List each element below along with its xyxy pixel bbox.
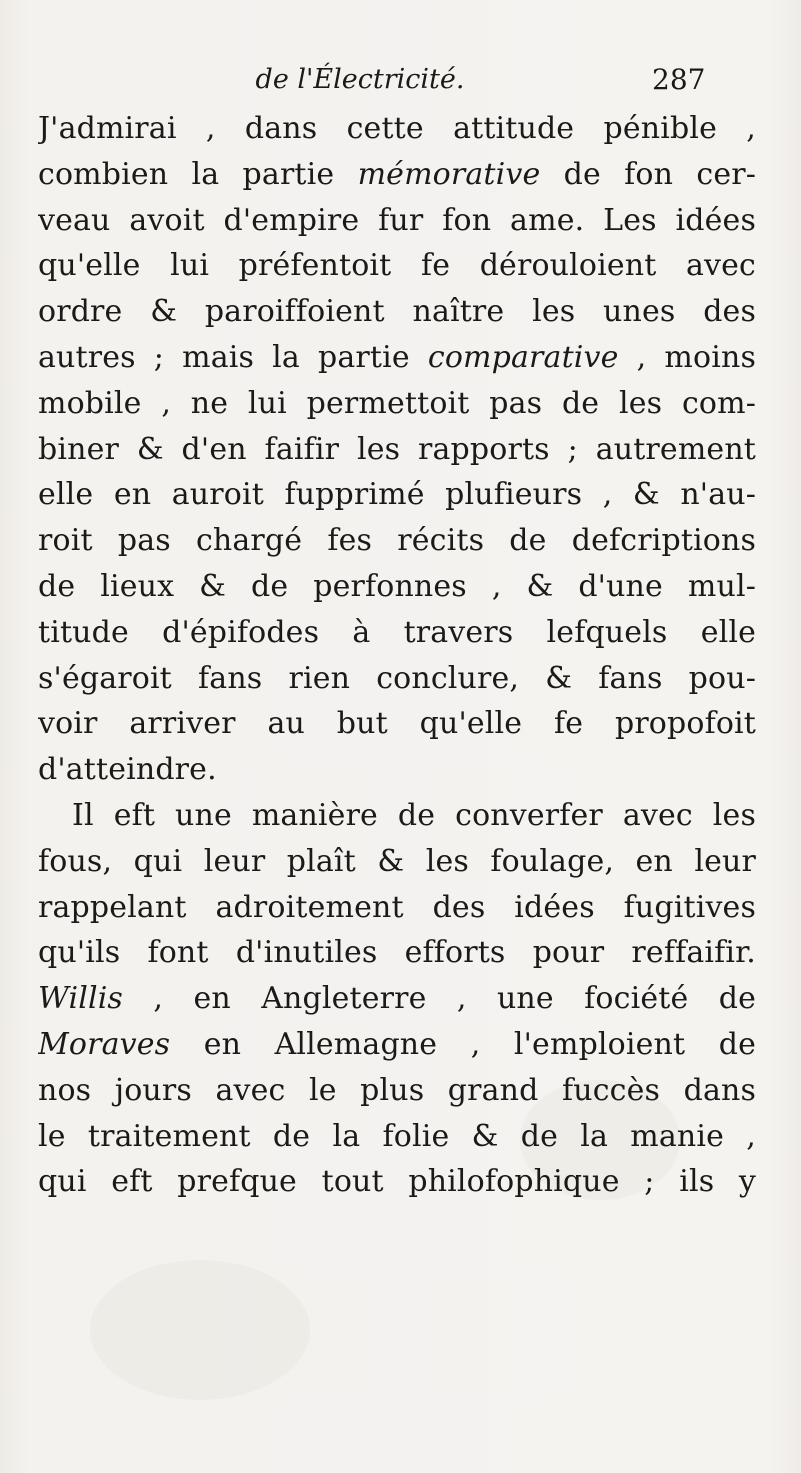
text-line bbox=[38, 564, 756, 610]
text-line bbox=[38, 976, 756, 1022]
text-segment: titude d'épifodes à travers lefquels elle bbox=[38, 614, 756, 650]
text-segment: Il eft une manière de converfer avec les bbox=[72, 797, 756, 833]
text-line bbox=[38, 518, 756, 564]
text-line bbox=[38, 1022, 756, 1068]
text-line bbox=[38, 701, 756, 747]
text-segment: qu'ils font d'inutiles efforts pour reffaifir. bbox=[38, 935, 756, 971]
text-segment: autres ; mais la partie bbox=[38, 339, 428, 375]
text-line bbox=[38, 381, 756, 427]
text-segment: le traitement de la folie & de la manie , bbox=[38, 1118, 756, 1154]
text-segment: , moins bbox=[618, 339, 756, 375]
body-text bbox=[38, 106, 756, 1205]
text-line bbox=[38, 930, 756, 976]
italic-text: Willis bbox=[38, 981, 123, 1017]
text-segment: qui eft prefque tout philofophique ; ils y bbox=[38, 1164, 756, 1200]
text-line bbox=[38, 472, 756, 518]
text-line bbox=[38, 747, 756, 793]
text-line bbox=[38, 885, 756, 931]
text-segment: combien la partie bbox=[38, 156, 358, 192]
text-line bbox=[38, 610, 756, 656]
text-segment: fous, qui leur plaît & les foulage, en leur bbox=[38, 843, 756, 879]
page-number: 287 bbox=[652, 63, 706, 96]
text-segment: d'atteindre. bbox=[38, 752, 217, 788]
text-line bbox=[38, 243, 756, 289]
text-segment: , en Angleterre , une fociété de bbox=[122, 981, 756, 1017]
text-segment: rappelant adroitement des idées fugitives bbox=[38, 889, 756, 925]
text-line bbox=[38, 1159, 756, 1205]
text-segment: elle en auroit fupprimé plufieurs , & n'au- bbox=[38, 477, 756, 513]
text-segment: mobile , ne lui permettoit pas de les com- bbox=[38, 385, 756, 421]
text-segment: de lieux & de perfonnes , & d'une mul- bbox=[38, 568, 756, 604]
text-segment: en Allemagne , l'emploient de bbox=[170, 1026, 756, 1062]
text-segment: J'admirai , dans cette attitude pénible , bbox=[38, 111, 756, 146]
italic-text: Moraves bbox=[38, 1026, 171, 1062]
text-segment: biner & d'en faifir les rapports ; autrement bbox=[38, 431, 756, 467]
text-line bbox=[38, 1068, 756, 1114]
page-header bbox=[0, 62, 801, 102]
text-segment: qu'elle lui préfentoit fe dérouloient avec bbox=[38, 248, 756, 284]
text-line bbox=[38, 289, 756, 335]
text-segment: nos jours avec le plus grand fuccès dans bbox=[38, 1072, 756, 1108]
text-line bbox=[38, 793, 756, 839]
running-title: de l'Électricité. bbox=[255, 64, 465, 95]
text-line bbox=[38, 427, 756, 473]
paper-stain bbox=[90, 1260, 310, 1400]
text-line bbox=[38, 335, 756, 381]
italic-text: mémorative bbox=[357, 156, 541, 192]
text-line bbox=[38, 839, 756, 885]
text-segment: ordre & paroiffoient naître les unes des bbox=[38, 294, 756, 330]
text-line bbox=[38, 198, 756, 244]
text-segment: veau avoit d'empire fur fon ame. Les idées bbox=[38, 202, 756, 238]
text-line bbox=[38, 656, 756, 702]
text-segment: voir arriver au but qu'elle fe propofoit bbox=[38, 706, 756, 742]
text-line bbox=[38, 1114, 756, 1160]
text-segment: s'égaroit fans rien conclure, & fans pou- bbox=[38, 660, 756, 696]
italic-text: comparative bbox=[427, 339, 619, 375]
text-segment: de fon cer- bbox=[540, 156, 756, 192]
text-line bbox=[38, 106, 756, 152]
text-line bbox=[38, 152, 756, 198]
text-segment: roit pas chargé fes récits de defcriptions bbox=[38, 523, 756, 559]
